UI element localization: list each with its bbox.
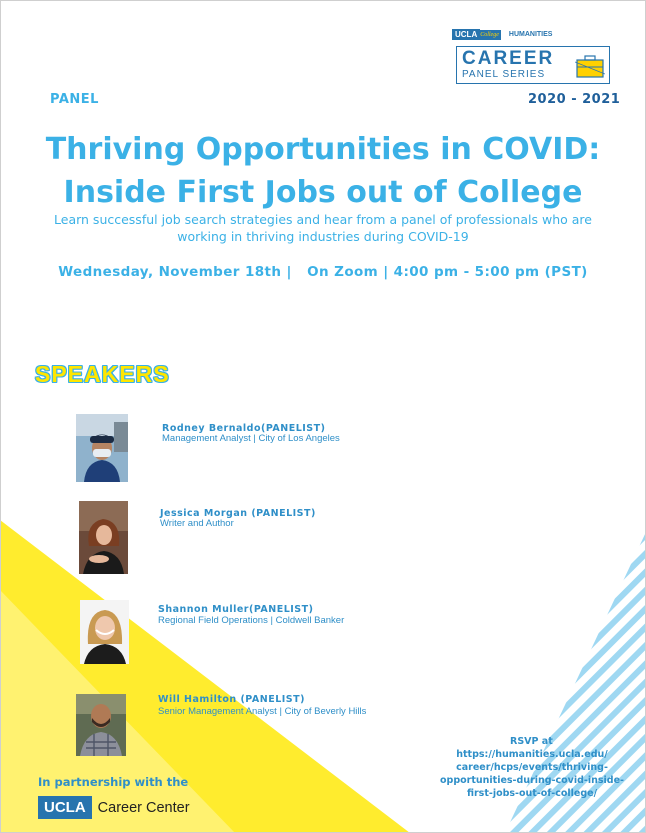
rsvp-block bbox=[432, 735, 632, 800]
speaker-role: Regional Field Operations | Coldwell Banker bbox=[158, 615, 345, 626]
rsvp-link-line3[interactable]: opportunities-during-covid-inside- bbox=[440, 775, 624, 786]
speaker-name: Shannon Muller(PANELIST) bbox=[158, 604, 314, 615]
logo-series-text: PANEL SERIES bbox=[462, 69, 546, 80]
speaker-photo-jessica bbox=[79, 501, 128, 574]
career-center-logo bbox=[38, 796, 190, 819]
speakers-heading: SPEAKERS bbox=[35, 361, 170, 387]
rsvp-label: RSVP at bbox=[510, 736, 553, 747]
speaker-photo-shannon bbox=[80, 600, 129, 664]
event-details: Wednesday, November 18th | On Zoom | 4:00 pm - 5:00 pm (PST) bbox=[58, 264, 588, 280]
event-subtitle-line1: Learn successful job search strategies and hear from a panel of professionals who are bbox=[54, 212, 592, 227]
year-label: 2020 - 2021 bbox=[528, 92, 621, 107]
speaker-role: Writer and Author bbox=[160, 518, 234, 529]
briefcase-icon bbox=[575, 53, 605, 79]
event-subtitle-line2: working in thriving industries during COVID-19 bbox=[177, 229, 469, 244]
panel-label: PANEL bbox=[50, 92, 99, 107]
event-title-line1: Thriving Opportunities in COVID: bbox=[45, 132, 601, 167]
rsvp-link-line1[interactable]: https://humanities.ucla.edu/ bbox=[456, 749, 608, 760]
speaker-role: Management Analyst | City of Los Angeles bbox=[162, 433, 340, 444]
speaker-name: Jessica Morgan (PANELIST) bbox=[160, 508, 316, 519]
logo-box bbox=[456, 46, 610, 84]
event-title-line2: Inside First Jobs out of College bbox=[63, 175, 583, 210]
speaker-photo-will bbox=[76, 694, 126, 756]
event-title bbox=[0, 128, 646, 214]
speaker-name: Rodney Bernaldo(PANELIST) bbox=[162, 423, 326, 434]
humanities-text: HUMANITIES bbox=[508, 31, 553, 38]
college-logo-text: College bbox=[480, 31, 499, 38]
career-panel-series-logo bbox=[452, 28, 612, 86]
ucla-logo-text: UCLA bbox=[452, 29, 480, 40]
logo-career-text: CAREER bbox=[462, 48, 555, 69]
career-center-text: Career Center bbox=[97, 799, 190, 816]
speaker-photo-rodney bbox=[76, 414, 128, 482]
speaker-name: Will Hamilton (PANELIST) bbox=[158, 694, 305, 705]
rsvp-link-line4[interactable]: first-jobs-out-of-college/ bbox=[466, 788, 598, 799]
rsvp-link-line2[interactable]: career/hcps/events/thriving- bbox=[456, 762, 608, 773]
speaker-role: Senior Management Analyst | City of Beverly Hills bbox=[158, 706, 367, 717]
ucla-logo: UCLA bbox=[38, 796, 92, 819]
event-subtitle bbox=[40, 211, 606, 245]
partnership-text: In partnership with the bbox=[38, 775, 189, 789]
